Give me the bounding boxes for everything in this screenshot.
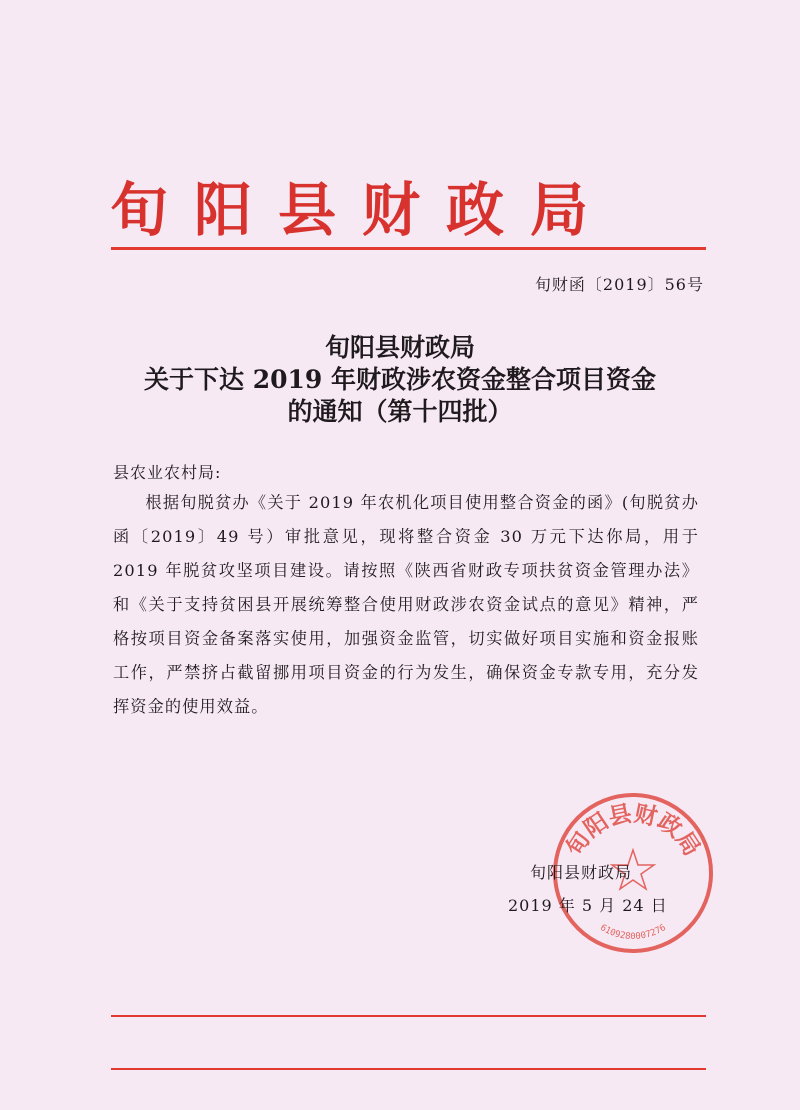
- body-paragraph: 根据旬脱贫办《关于 2019 年农机化项目使用整合资金的函》(旬脱贫办函〔2019〕49 号）审批意见，现将整合资金 30 万元下达你局，用于 2019 年脱贫攻坚项目建设。请按照《陕西省财政专项扶贫资金管理办法》和《关于支持贫困县开展统筹整合使用财政涉农资金试点的意见》精神，严格按项目资金备案落实使用，加强资金监管，切实做好项目实施和资金报账工作，严禁挤占截留挪用项目资金的行为发生，确保资金专款专用，充分发挥资金的使用效益。: [113, 493, 699, 716]
- seal-text: 旬阳县财政局: [560, 799, 706, 861]
- footer-red-rule-top: [111, 1015, 706, 1017]
- agency-header-title: 旬阳县财政局: [110, 176, 615, 244]
- header-red-rule: [111, 247, 706, 250]
- footer-red-rule-bottom: [111, 1068, 706, 1070]
- seal-code: 6109280007276: [598, 923, 668, 943]
- signature-date: 2019 年 5 月 24 日: [508, 896, 668, 915]
- title-line-1: 旬阳县财政局: [324, 333, 475, 362]
- title-line-2: 关于下达 2019 年财政涉农资金整合项目资金: [144, 365, 656, 394]
- title-line-3: 的通知（第十四批）: [287, 397, 513, 426]
- document-number: 旬财函〔2019〕56号: [534, 275, 704, 294]
- recipient: 县农业农村局:: [113, 463, 222, 482]
- signature-organization: 旬阳县财政局: [530, 863, 633, 882]
